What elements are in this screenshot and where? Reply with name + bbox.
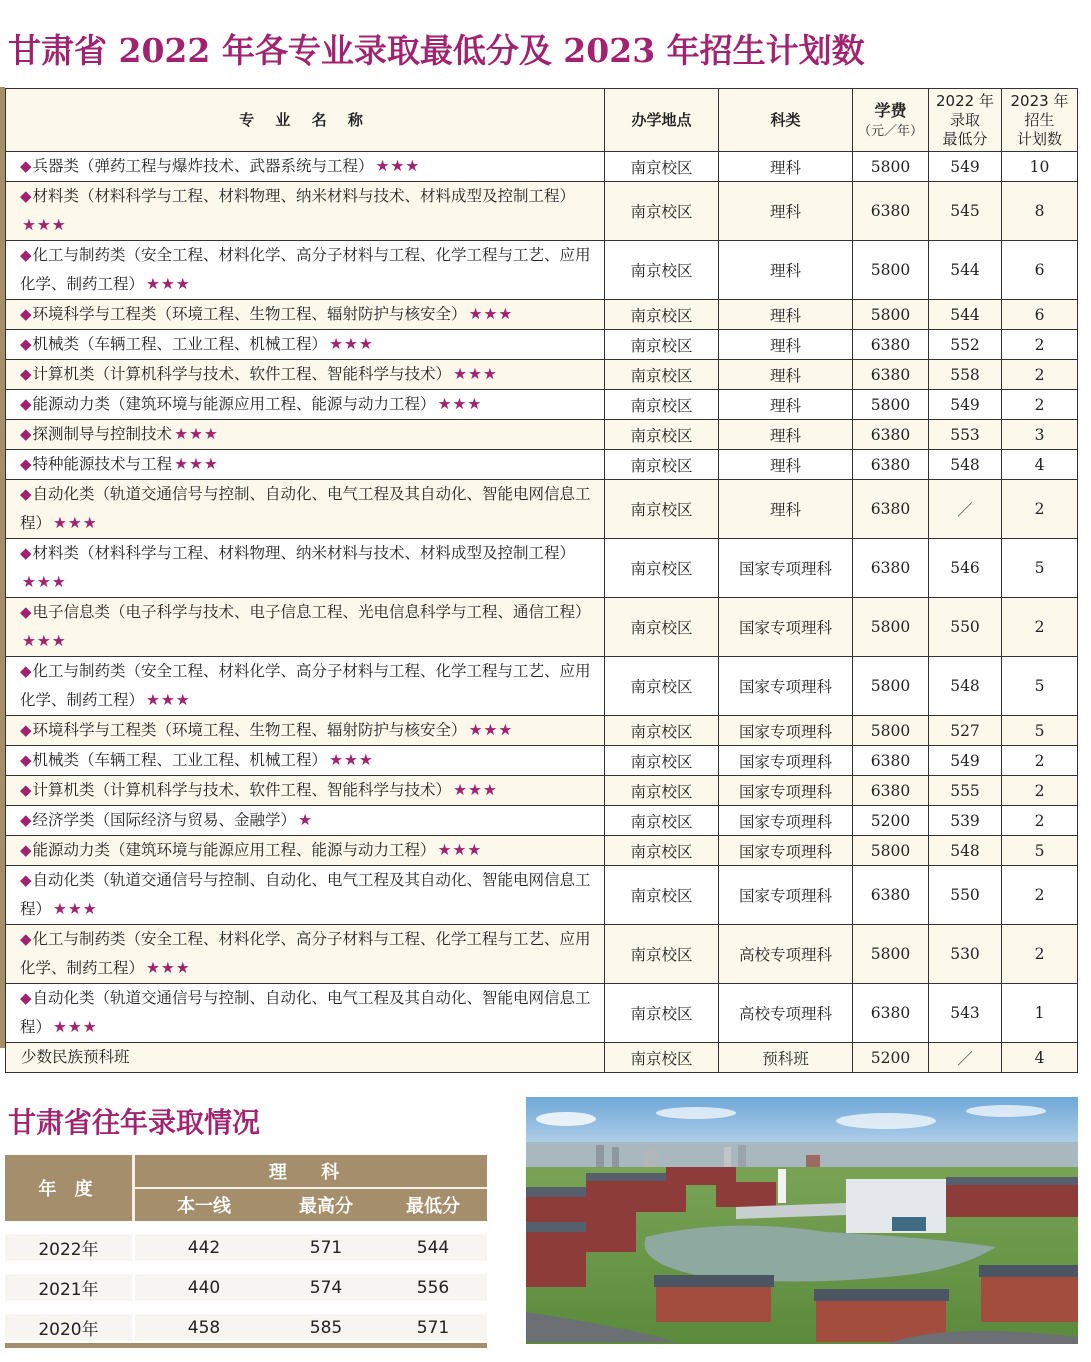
major-name: 机械类（车辆工程、工业工程、机械工程） [32, 751, 328, 769]
star-rating-icon: ★★★ [468, 721, 514, 739]
major-name: 经济学类（国际经济与贸易、金融学） [32, 811, 297, 829]
diamond-bullet-icon: ◆ [20, 455, 32, 473]
fee-cell: 5800 [853, 925, 929, 984]
location-cell: 南京校区 [605, 420, 719, 450]
fee-cell: 6380 [853, 776, 929, 806]
major-name-cell [6, 598, 605, 657]
header-min-score [929, 89, 1002, 152]
fee-cell: 6380 [853, 539, 929, 598]
subject-cell: 国家专项理科 [719, 836, 853, 866]
history-min: 556 [416, 1277, 450, 1298]
table-row [6, 182, 1078, 241]
star-rating-icon: ★★★ [22, 573, 67, 591]
major-name-cell [6, 836, 605, 866]
history-row [5, 1314, 487, 1341]
plan-count-cell: 2 [1002, 598, 1078, 657]
diamond-bullet-icon: ◆ [20, 751, 32, 769]
table-row [6, 925, 1078, 984]
plan-count-cell: 3 [1002, 420, 1078, 450]
min-score-cell: 548 [929, 836, 1002, 866]
table-header-row [6, 89, 1078, 152]
min-score-cell: 550 [929, 598, 1002, 657]
star-rating-icon: ★★★ [468, 305, 514, 323]
diamond-bullet-icon: ◆ [20, 989, 32, 1007]
major-name: 能源动力类（建筑环境与能源应用工程、能源与动力工程） [32, 395, 436, 413]
subject-cell: 国家专项理科 [719, 806, 853, 836]
header-plan-line1: 2023 年 [1010, 91, 1069, 110]
major-name-cell [6, 450, 605, 480]
plan-count-cell: 2 [1002, 746, 1078, 776]
plan-count-cell: 2 [1002, 925, 1078, 984]
admission-plan-table [5, 88, 1078, 1073]
subject-cell: 预科班 [719, 1043, 853, 1073]
star-rating-icon: ★★★ [375, 157, 421, 175]
history-row [5, 1274, 487, 1301]
diamond-bullet-icon: ◆ [20, 365, 32, 383]
location-cell: 南京校区 [605, 241, 719, 300]
history-header-cols [135, 1189, 487, 1221]
table-row [6, 300, 1078, 330]
history-header-min: 最低分 [406, 1196, 460, 1217]
major-name: 探测制导与控制技术 [32, 425, 173, 443]
subject-cell: 理科 [719, 241, 853, 300]
table-row [6, 1043, 1078, 1073]
history-first-line: 440 [187, 1277, 221, 1298]
subject-cell: 理科 [719, 330, 853, 360]
subject-cell: 国家专项理科 [719, 716, 853, 746]
major-name-cell [6, 480, 605, 539]
subject-cell: 理科 [719, 390, 853, 420]
fee-cell: 6380 [853, 480, 929, 539]
star-rating-icon: ★★★ [22, 216, 67, 234]
star-rating-icon: ★★★ [22, 632, 67, 650]
fee-cell: 5200 [853, 806, 929, 836]
min-score-cell: 549 [929, 152, 1002, 182]
table-body [6, 152, 1078, 1073]
min-score-cell: 555 [929, 776, 1002, 806]
location-cell: 南京校区 [605, 1043, 719, 1073]
location-cell: 南京校区 [605, 746, 719, 776]
plan-count-cell: 6 [1002, 300, 1078, 330]
fee-cell: 5800 [853, 836, 929, 866]
major-name-cell [6, 241, 605, 300]
major-name: 机械类（车辆工程、工业工程、机械工程） [32, 335, 328, 353]
history-year: 2020年 [5, 1314, 135, 1341]
table-row [6, 776, 1078, 806]
diamond-bullet-icon: ◆ [20, 603, 32, 621]
major-name: 材料类（材料科学与工程、材料物理、纳米材料与技术、材料成型及控制工程） [32, 187, 576, 205]
subject-cell: 国家专项理科 [719, 598, 853, 657]
plan-count-cell: 4 [1002, 1043, 1078, 1073]
location-cell: 南京校区 [605, 984, 719, 1043]
table-row [6, 746, 1078, 776]
star-rating-icon: ★★★ [146, 275, 191, 293]
plan-count-cell: 5 [1002, 657, 1078, 716]
fee-cell: 5800 [853, 716, 929, 746]
major-name-cell [6, 806, 605, 836]
fee-cell: 6380 [853, 866, 929, 925]
history-min: 544 [416, 1237, 450, 1258]
major-name: 环境科学与工程类（环境工程、生物工程、辐射防护与核安全） [32, 721, 467, 739]
plan-count-cell: 5 [1002, 539, 1078, 598]
diamond-bullet-icon: ◆ [20, 544, 32, 562]
diamond-bullet-icon: ◆ [20, 425, 32, 443]
location-cell: 南京校区 [605, 539, 719, 598]
min-score-cell: 553 [929, 420, 1002, 450]
history-header-first-line: 本一线 [177, 1196, 231, 1217]
star-rating-icon: ★★★ [53, 514, 98, 532]
major-name-cell [6, 746, 605, 776]
min-score-cell: 527 [929, 716, 1002, 746]
subject-cell: 理科 [719, 360, 853, 390]
history-header [5, 1155, 487, 1221]
fee-cell: 5800 [853, 598, 929, 657]
table-row [6, 360, 1078, 390]
major-name: 化工与制药类（安全工程、材料化学、高分子材料与工程、化学工程与工艺、应用化学、制药工程） [20, 662, 591, 709]
major-name-cell [6, 330, 605, 360]
subject-cell: 国家专项理科 [719, 866, 853, 925]
history-bottom-rule [5, 1343, 487, 1348]
plan-count-cell: 8 [1002, 182, 1078, 241]
table-row [6, 598, 1078, 657]
fee-cell: 5800 [853, 657, 929, 716]
history-min: 571 [416, 1317, 450, 1338]
star-rating-icon: ★★★ [453, 781, 498, 799]
min-score-cell: 552 [929, 330, 1002, 360]
location-cell: 南京校区 [605, 598, 719, 657]
diamond-bullet-icon: ◆ [20, 781, 32, 799]
star-rating-icon: ★ [298, 811, 313, 829]
subject-cell: 国家专项理科 [719, 746, 853, 776]
fee-cell: 6380 [853, 420, 929, 450]
location-cell: 南京校区 [605, 836, 719, 866]
fee-cell: 6380 [853, 330, 929, 360]
history-year: 2021年 [5, 1274, 135, 1301]
plan-count-cell: 5 [1002, 716, 1078, 746]
plan-count-cell: 2 [1002, 360, 1078, 390]
diamond-bullet-icon: ◆ [20, 871, 32, 889]
major-name: 自动化类（轨道交通信号与控制、自动化、电气工程及其自动化、智能电网信息工程） [20, 989, 591, 1036]
fee-cell: 5800 [853, 300, 929, 330]
history-table [5, 1155, 487, 1348]
location-cell: 南京校区 [605, 866, 719, 925]
location-cell: 南京校区 [605, 925, 719, 984]
major-name-cell [6, 152, 605, 182]
star-rating-icon: ★★★ [53, 900, 98, 918]
history-max: 571 [309, 1237, 343, 1258]
location-cell: 南京校区 [605, 450, 719, 480]
major-name-cell [6, 390, 605, 420]
location-cell: 南京校区 [605, 330, 719, 360]
major-name-cell [6, 420, 605, 450]
location-cell: 南京校区 [605, 716, 719, 746]
diamond-bullet-icon: ◆ [20, 395, 32, 413]
star-rating-icon: ★★★ [146, 959, 191, 977]
header-plan-line3: 计划数 [1016, 129, 1062, 148]
major-name-cell [6, 657, 605, 716]
header-min-line3: 最低分 [942, 129, 988, 148]
subject-cell: 高校专项理科 [719, 925, 853, 984]
subject-cell: 理科 [719, 480, 853, 539]
major-name: 电子信息类（电子科学与技术、电子信息工程、光电信息科学与工程、通信工程） [32, 603, 591, 621]
fee-cell: 6380 [853, 450, 929, 480]
table-row [6, 152, 1078, 182]
campus-photo-illustration [526, 1097, 1078, 1344]
location-cell: 南京校区 [605, 806, 719, 836]
table-row [6, 450, 1078, 480]
subject-cell: 理科 [719, 420, 853, 450]
major-name: 材料类（材料科学与工程、材料物理、纳米材料与技术、材料成型及控制工程） [32, 544, 576, 562]
history-row [5, 1234, 487, 1261]
table-row [6, 241, 1078, 300]
page-title: 甘肃省 2022 年各专业录取最低分及 2023 年招生计划数 [8, 31, 865, 70]
star-rating-icon: ★★★ [329, 335, 374, 353]
min-score-cell: 549 [929, 746, 1002, 776]
major-name: 化工与制药类（安全工程、材料化学、高分子材料与工程、化学工程与工艺、应用化学、制药工程） [20, 930, 591, 977]
location-cell: 南京校区 [605, 776, 719, 806]
table-row [6, 984, 1078, 1043]
min-score-cell: 530 [929, 925, 1002, 984]
star-rating-icon: ★★★ [437, 395, 483, 413]
min-score-cell: 545 [929, 182, 1002, 241]
diamond-bullet-icon: ◆ [20, 930, 32, 948]
subject-cell: 理科 [719, 182, 853, 241]
diamond-bullet-icon: ◆ [20, 246, 32, 264]
header-min-line1: 2022 年 [936, 91, 994, 110]
plan-count-cell: 1 [1002, 984, 1078, 1043]
major-name-cell [6, 539, 605, 598]
plan-count-cell: 2 [1002, 776, 1078, 806]
star-rating-icon: ★★★ [146, 691, 191, 709]
plan-count-cell: 2 [1002, 866, 1078, 925]
diamond-bullet-icon: ◆ [20, 662, 32, 680]
plan-count-cell: 4 [1002, 450, 1078, 480]
table-row [6, 390, 1078, 420]
min-score-cell: 539 [929, 806, 1002, 836]
header-major-name [6, 89, 605, 152]
fee-cell: 6380 [853, 984, 929, 1043]
diamond-bullet-icon: ◆ [20, 187, 32, 205]
history-year: 2022年 [5, 1234, 135, 1261]
major-name-cell [6, 300, 605, 330]
table-row [6, 657, 1078, 716]
history-first-line: 442 [187, 1237, 221, 1258]
location-cell: 南京校区 [605, 300, 719, 330]
diamond-bullet-icon: ◆ [20, 721, 32, 739]
table-row [6, 806, 1078, 836]
min-score-cell: ／ [929, 480, 1002, 539]
history-first-line: 458 [187, 1317, 221, 1338]
plan-count-cell: 6 [1002, 241, 1078, 300]
location-cell: 南京校区 [605, 390, 719, 420]
major-name-cell [6, 984, 605, 1043]
subject-cell: 高校专项理科 [719, 984, 853, 1043]
table-row [6, 480, 1078, 539]
major-name: 计算机类（计算机科学与技术、软件工程、智能科学与技术） [32, 365, 452, 383]
header-plan-line2: 招生 [1024, 110, 1055, 129]
diamond-bullet-icon: ◆ [20, 485, 32, 503]
star-rating-icon: ★★★ [53, 1018, 98, 1036]
min-score-cell: 550 [929, 866, 1002, 925]
header-plan [1002, 89, 1078, 152]
star-rating-icon: ★★★ [329, 751, 374, 769]
plan-count-cell: 2 [1002, 806, 1078, 836]
subject-cell: 理科 [719, 152, 853, 182]
diamond-bullet-icon: ◆ [20, 157, 32, 175]
min-score-cell: 546 [929, 539, 1002, 598]
star-rating-icon: ★★★ [453, 365, 498, 383]
header-subject: 科类 [719, 89, 853, 152]
history-header-year: 年 度 [38, 1179, 99, 1200]
location-cell: 南京校区 [605, 360, 719, 390]
plan-count-cell: 2 [1002, 390, 1078, 420]
history-header-max: 最高分 [299, 1196, 353, 1217]
min-score-cell: 549 [929, 390, 1002, 420]
diamond-bullet-icon: ◆ [20, 811, 32, 829]
subject-cell: 国家专项理科 [719, 657, 853, 716]
table-row [6, 330, 1078, 360]
major-name-cell [6, 866, 605, 925]
location-cell: 南京校区 [605, 182, 719, 241]
major-name: 计算机类（计算机科学与技术、软件工程、智能科学与技术） [32, 781, 452, 799]
major-name-cell [6, 776, 605, 806]
major-name: 兵器类（弹药工程与爆炸技术、武器系统与工程） [32, 157, 374, 175]
plan-count-cell: 5 [1002, 836, 1078, 866]
fee-cell: 5200 [853, 1043, 929, 1073]
min-score-cell: 544 [929, 300, 1002, 330]
major-name-cell [6, 360, 605, 390]
location-cell: 南京校区 [605, 152, 719, 182]
min-score-cell: 558 [929, 360, 1002, 390]
location-cell: 南京校区 [605, 480, 719, 539]
min-score-cell: ／ [929, 1043, 1002, 1073]
major-name-cell [6, 182, 605, 241]
min-score-cell: 544 [929, 241, 1002, 300]
major-name-cell [6, 716, 605, 746]
fee-cell: 6380 [853, 746, 929, 776]
history-title: 甘肃省往年录取情况 [8, 1106, 261, 1139]
major-name: 自动化类（轨道交通信号与控制、自动化、电气工程及其自动化、智能电网信息工程） [20, 871, 591, 918]
plan-count-cell: 2 [1002, 480, 1078, 539]
major-name: 化工与制药类（安全工程、材料化学、高分子材料与工程、化学工程与工艺、应用化学、制药工程） [20, 246, 591, 293]
major-name: 少数民族预科班 [21, 1048, 130, 1066]
header-major-name-label: 专 业 名 称 [239, 110, 371, 129]
diamond-bullet-icon: ◆ [20, 305, 32, 323]
major-name: 特种能源技术与工程 [32, 455, 173, 473]
diamond-bullet-icon: ◆ [20, 335, 32, 353]
plan-count-cell: 2 [1002, 330, 1078, 360]
diamond-bullet-icon: ◆ [20, 841, 32, 859]
header-fee-line1: 学费 [874, 100, 907, 120]
table-row [6, 539, 1078, 598]
major-name: 自动化类（轨道交通信号与控制、自动化、电气工程及其自动化、智能电网信息工程） [20, 485, 591, 532]
subject-cell: 理科 [719, 450, 853, 480]
fee-cell: 5800 [853, 152, 929, 182]
history-max: 585 [309, 1317, 343, 1338]
table-row [6, 866, 1078, 925]
subject-cell: 国家专项理科 [719, 776, 853, 806]
star-rating-icon: ★★★ [174, 425, 219, 443]
major-name-cell [6, 1043, 605, 1073]
table-row [6, 716, 1078, 746]
min-score-cell: 548 [929, 657, 1002, 716]
subject-cell: 国家专项理科 [719, 539, 853, 598]
major-name: 环境科学与工程类（环境工程、生物工程、辐射防护与核安全） [32, 305, 467, 323]
header-fee-line2: （元／年） [857, 123, 923, 139]
table-row [6, 836, 1078, 866]
history-max: 574 [309, 1277, 343, 1298]
star-rating-icon: ★★★ [437, 841, 483, 859]
header-fee [853, 89, 929, 152]
plan-count-cell: 10 [1002, 152, 1078, 182]
fee-cell: 6380 [853, 360, 929, 390]
header-min-line2: 录取 [949, 110, 980, 129]
min-score-cell: 543 [929, 984, 1002, 1043]
fee-cell: 6380 [853, 182, 929, 241]
fee-cell: 5800 [853, 390, 929, 420]
fee-cell: 5800 [853, 241, 929, 300]
subject-cell: 理科 [719, 300, 853, 330]
major-name: 能源动力类（建筑环境与能源应用工程、能源与动力工程） [32, 841, 436, 859]
header-location: 办学地点 [605, 89, 719, 152]
star-rating-icon: ★★★ [174, 455, 219, 473]
table-row [6, 420, 1078, 450]
min-score-cell: 548 [929, 450, 1002, 480]
major-name-cell [6, 925, 605, 984]
history-header-subject: 理 科 [268, 1162, 354, 1183]
campus-aerial-photo [526, 1097, 1078, 1344]
location-cell: 南京校区 [605, 657, 719, 716]
